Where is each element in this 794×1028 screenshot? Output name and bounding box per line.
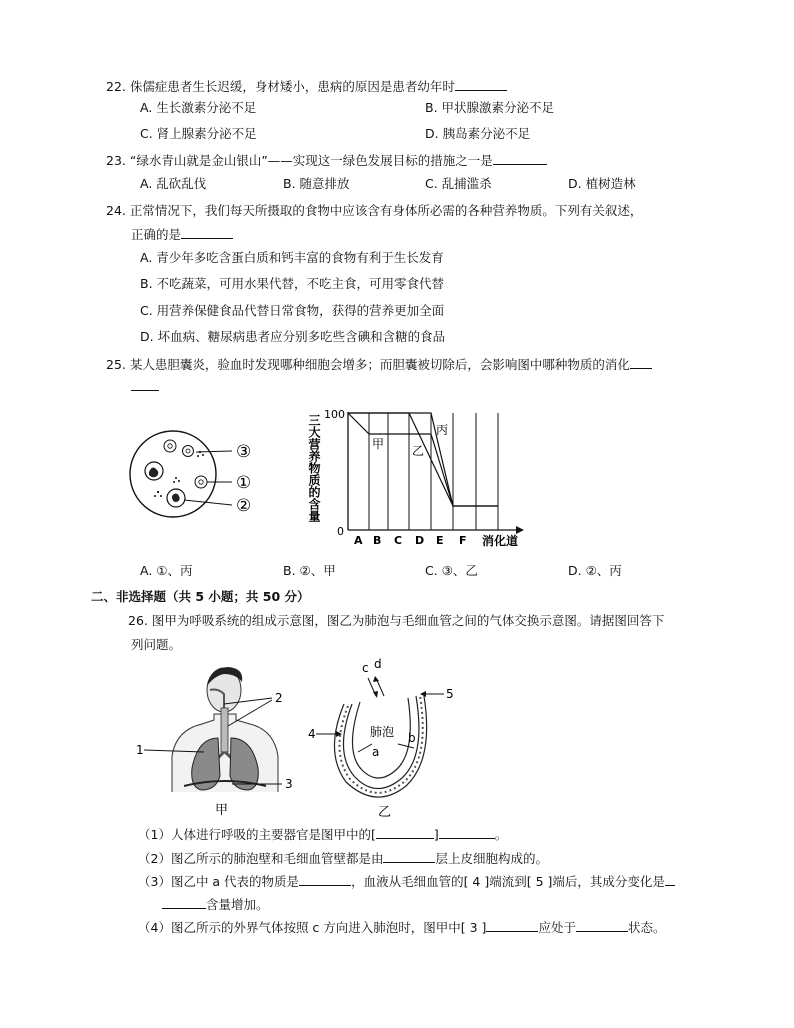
q26-stem-line1: 26. 图甲为呼吸系统的组成示意图，图乙为肺泡与毛细血管之间的气体交换示意图。请据图回答下 [128,613,665,628]
q25-option-b: B. ②、甲 [283,563,336,578]
trachea [221,708,228,752]
q25-option-d: D. ②、丙 [568,563,622,578]
yi-label-alveolus: 肺泡 [370,725,395,739]
x-tick-c: C [394,534,403,547]
q25-option-a: A. ①、丙 [140,563,193,578]
curve-label-jia: 甲 [372,437,385,451]
q24-stem-line2-text: 正确的是 [131,227,182,242]
section-title: 二、非选择题（共 5 小题；共 50 分） [91,589,310,604]
q22-stem-text: 22. 侏儒症患者生长迟缓，身材矮小，患病的原因是患者幼年时 [106,79,455,94]
q22-stem [106,78,507,95]
x-tick-a: A [354,534,363,547]
x-tick-e: E [436,534,444,547]
answer-blank [181,226,233,239]
q23-option-a: A. 乱砍乱伐 [140,176,207,191]
answer-blank [131,378,159,391]
answer-blank [383,850,435,863]
jia-caption: 甲 [215,803,229,818]
sub2-text-a: （2）图乙所示的肺泡壁和毛细血管壁都是由 [138,851,384,866]
sub2-text-b: 层上皮细胞构成的。 [435,851,548,866]
blood-smear-figure [128,426,268,526]
q23-option-c: C. 乱捕滥杀 [425,176,492,191]
sub3-text-c: 含量增加。 [206,897,269,912]
q25-stem-text: 25. 某人患胆囊炎，验血时发现哪种细胞会增多；而胆囊被切除后，会影响图中哪种物质的消化 [106,357,630,372]
yi-label-5: 5 [446,687,454,701]
answer-blank [576,919,628,932]
yi-caption: 乙 [378,805,392,820]
x-axis-label: 消化道 [482,534,519,548]
q25-stem [106,356,652,373]
sub4-text-b: 应处于 [538,920,576,935]
answer-blank [376,826,434,839]
q24-stem-line1: 24. 正常情况下，我们每天所摄取的食物中应该含有身体所必需的各种营养物质。下列有关叙述， [106,203,643,218]
q22-option-a: A. 生长激素分泌不足 [140,100,257,115]
microscope-field [130,431,216,517]
q25-stem-continuation [131,378,159,395]
answer-blank [439,826,495,839]
y-tick-100: 100 [324,408,345,421]
figure-jia-respiratory-system [132,664,302,824]
x-tick-b: B [373,534,382,547]
q23-stem-text: 23. “绿水青山就是金山银山”——实现这一绿色发展目标的措施之一是 [106,153,493,168]
x-tick-d: D [415,534,425,547]
curve-label-yi: 乙 [412,444,425,458]
q26-sub2 [138,850,548,867]
jia-label-1: 1 [136,743,144,757]
jia-label-2: 2 [275,691,283,705]
yi-label-4: 4 [308,727,316,741]
sub1-text-a: （1）人体进行呼吸的主要器官是图甲中的[ [138,827,376,842]
digestion-chart [300,400,540,552]
q22-option-d: D. 胰岛素分泌不足 [425,126,531,141]
yi-label-d: d [374,657,382,671]
answer-blank [455,78,507,91]
red-blood-cell [164,440,176,452]
x-tick-f: F [459,534,467,547]
red-blood-cell [183,446,194,457]
y-tick-0: 0 [337,525,344,538]
q24-option-d: D. 坏血病、糖尿病患者应分别多吃些含碘和含糖的食品 [140,329,446,344]
q22-option-b: B. 甲状腺激素分泌不足 [425,100,555,115]
q23-option-d: D. 植树造林 [568,176,636,191]
yi-label-a: a [372,745,380,759]
sub3-text-b: ，血液从毛细血管的[ 4 ]端流到[ 5 ]端后，其成分变化是 [351,874,665,889]
label-1: ① [236,473,252,493]
q22-option-c: C. 肾上腺素分泌不足 [140,126,257,141]
label-2: ② [236,496,252,516]
answer-blank [299,873,351,886]
q23-option-b: B. 随意排放 [283,176,350,191]
q24-option-c: C. 用营养保健食品代替日常食物，获得的营养更加全面 [140,303,445,318]
sub3-text-a: （3）图乙中 a 代表的物质是 [138,874,300,889]
answer-blank [665,873,675,886]
q26-sub3-cont [162,896,269,913]
figure-yi-gas-exchange [306,656,466,826]
sub1-text-b: ] [433,827,439,842]
q23-stem [106,152,547,169]
svg-text:三大营养物质的含量: 三大营养物质的含量 [307,414,321,522]
answer-blank [162,896,206,909]
answer-blank [493,152,547,165]
sub1-text-c: 。 [494,827,508,842]
answer-blank [486,919,538,932]
q26-stem-line2: 列问题。 [131,637,182,652]
jia-label-3: 3 [285,777,293,791]
q24-option-a: A. 青少年多吃含蛋白质和钙丰富的食物有利于生长发育 [140,250,444,265]
sub4-text-a: （4）图乙所示的外界气体按照 c 方向进入肺泡时，图甲中[ 3 ] [138,920,487,935]
sub4-text-c: 状态。 [627,920,666,935]
yi-label-b: b [408,731,416,745]
q24-option-b: B. 不吃蔬菜，可用水果代替，不吃主食，可用零食代替 [140,276,445,291]
q26-sub4 [138,919,665,936]
curve-label-bing: 丙 [436,423,449,437]
q26-sub1 [138,826,507,843]
chart-ylabel [307,414,321,522]
answer-blank [630,356,652,369]
q24-stem-line2 [131,226,233,243]
label-3: ③ [236,442,252,462]
red-blood-cell [195,476,207,488]
q26-sub3 [138,873,675,890]
segment-lines [369,413,498,530]
q25-option-c: C. ③、乙 [425,563,478,578]
yi-label-c: c [362,661,369,675]
